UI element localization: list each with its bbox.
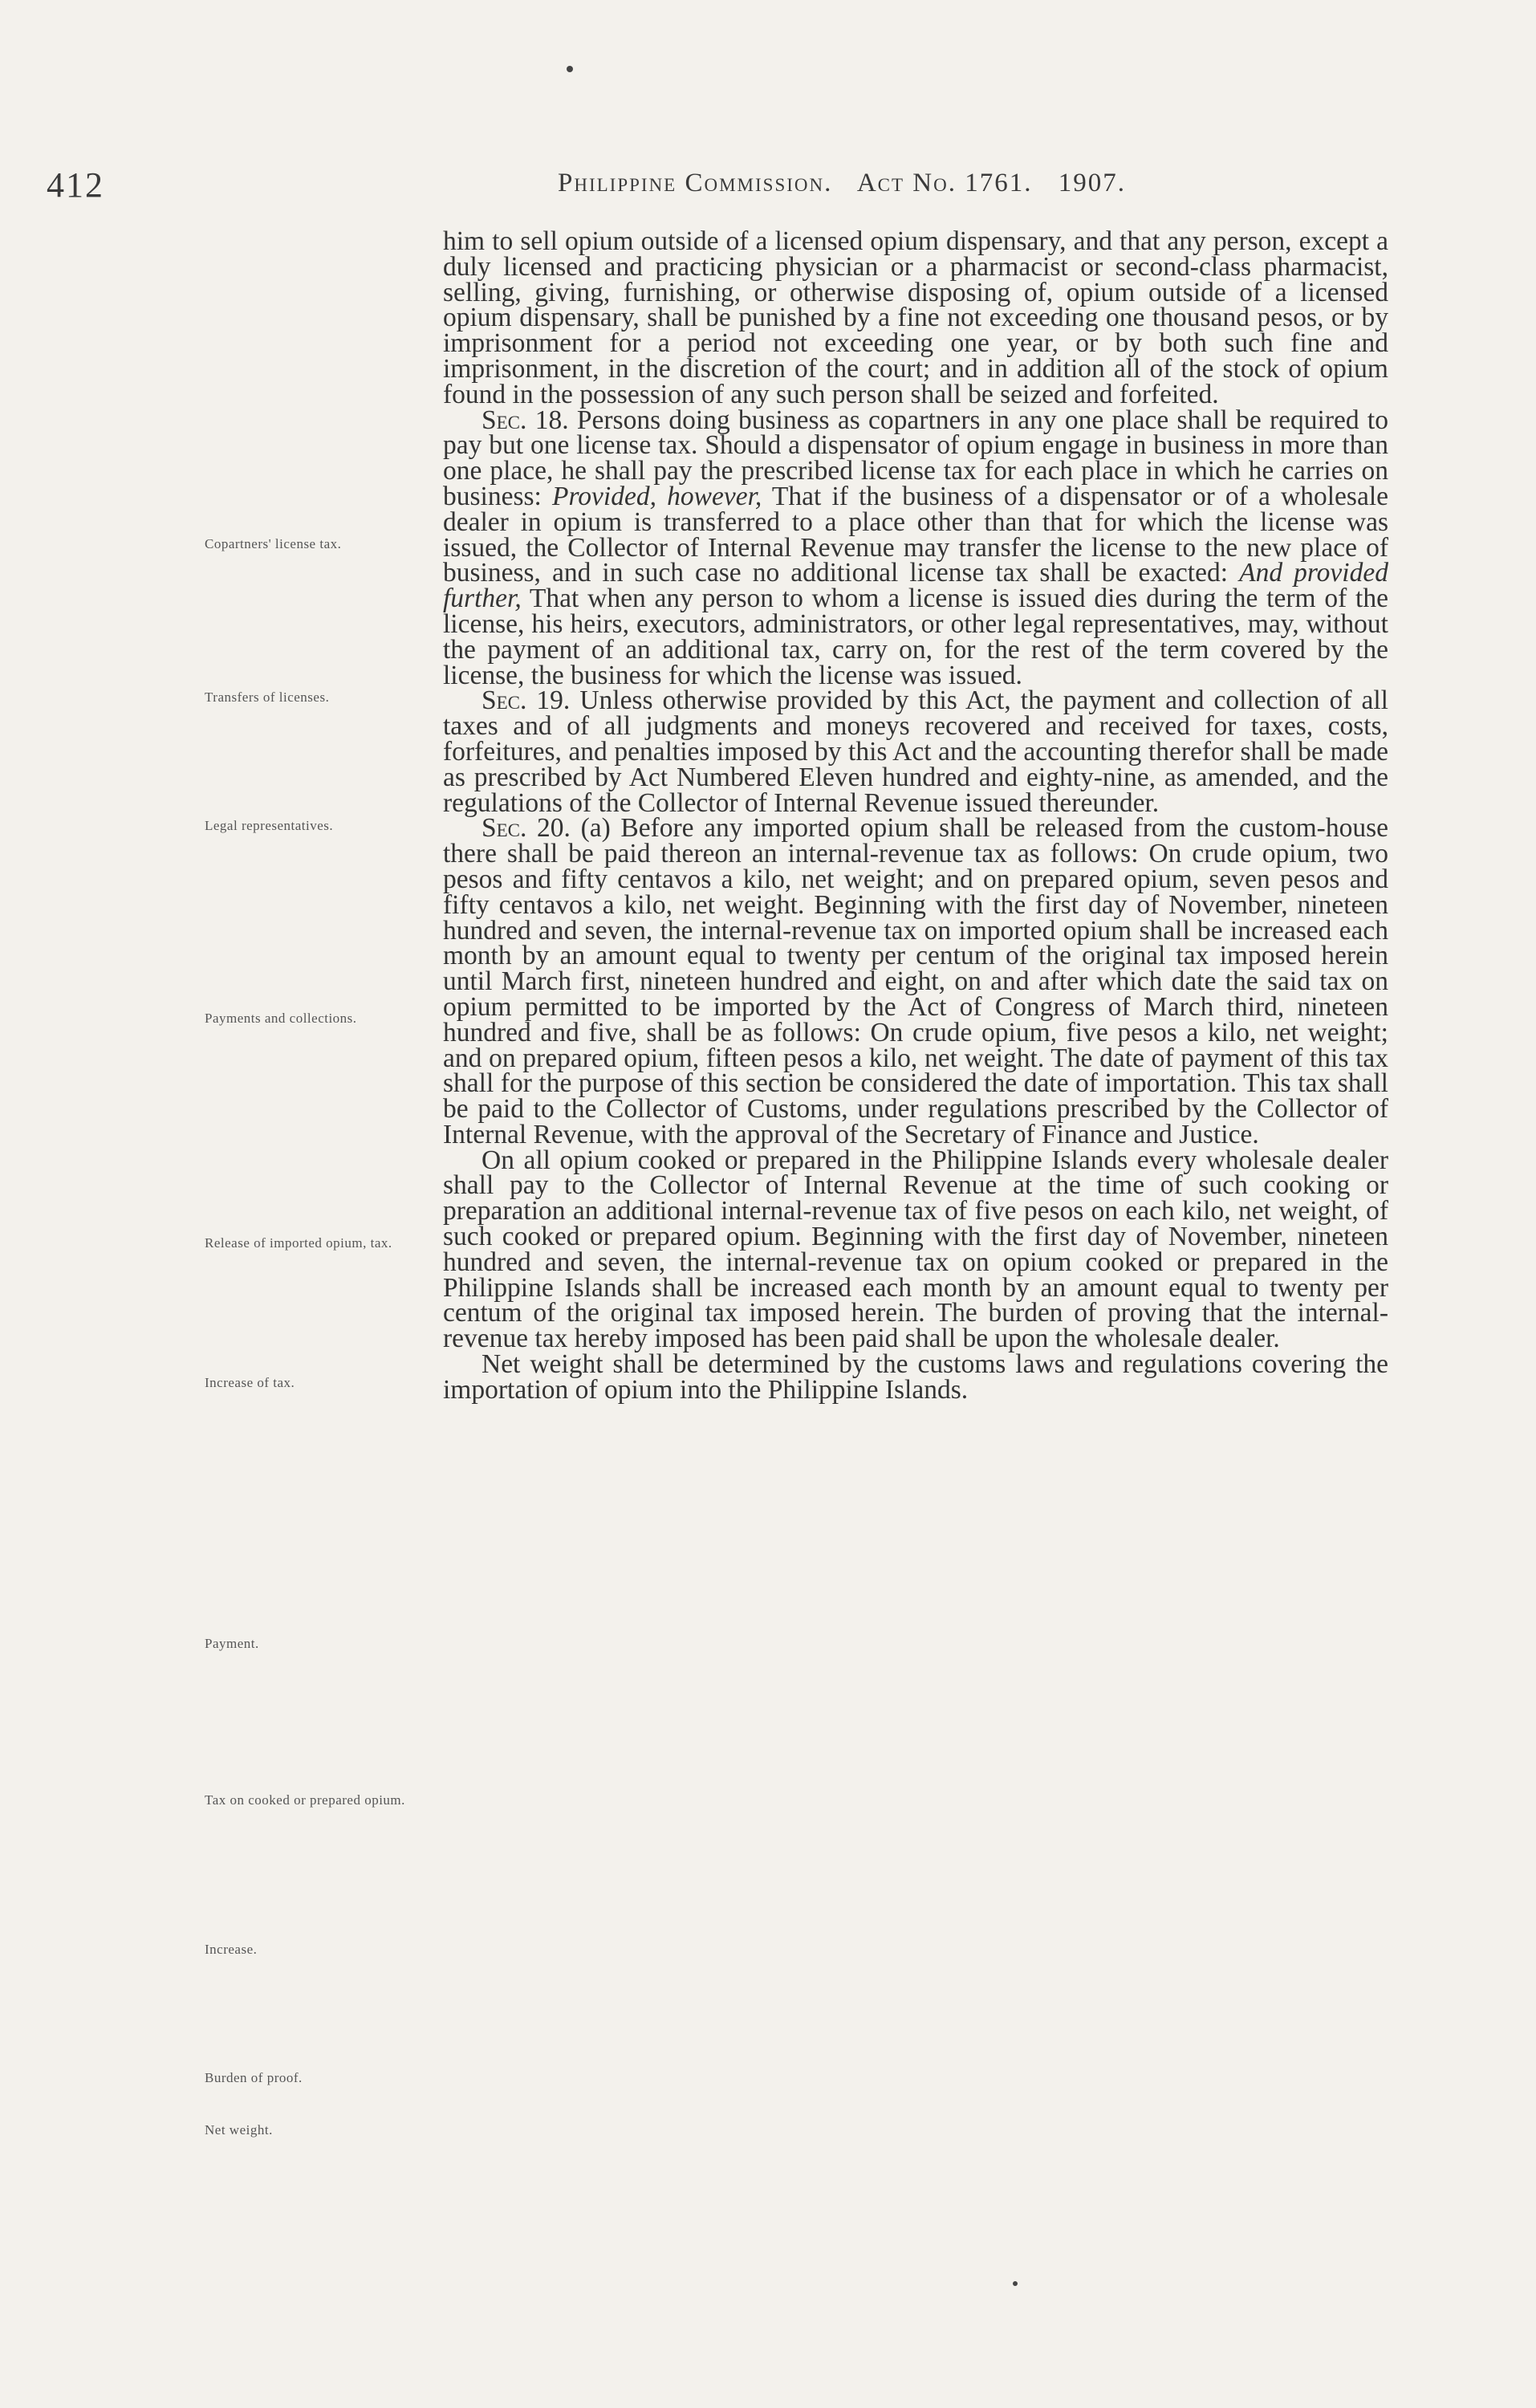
section-20-label: Sec. 20. bbox=[482, 813, 571, 844]
section-19: Sec. 19. Unless otherwise provided by this Act, the payment and collection of all taxes and of all judgments and moneys recovered and received for taxes, costs, forfeitures, and penalties imposed by this Act and the accounting therefor shall be made as prescribed by Act Numbered Eleven hundred and eighty-nine, as amended, and the regulations of the Collector of Internal Revenue issued thereunder. bbox=[443, 685, 1388, 818]
section-18-label: Sec. 18. bbox=[482, 405, 569, 435]
section-19-label: Sec. 19. bbox=[482, 685, 571, 716]
running-head-act: Act No. 1761. bbox=[856, 169, 1033, 197]
section-20: Sec. 20. (a) Before any imported opium shall be released from the custom-house there shall be paid thereon an internal-revenue tax as follows: On crude opium, two pesos and fifty centavos a kilo, net weight; and on prepared opium, seven pesos and fifty centavos a kilo, net weight. Beginning with the first day of November, nineteen hundred and seven, the internal-revenue tax on imported opium shall be increased each month by an amount equal to twenty per centum of the original tax imposed herein until March first, nineteen hundred and eight, on and after which date the said tax on opium permitted to be imported by the Act of Congress of March third, nineteen hundred and five, shall be as follows: On crude opium, five pesos a kilo, net weight; and on prepared opium, fifteen pesos a kilo, net weight. The date of payment of this tax shall for the purpose of this section be considered the date of importation. This tax shall be paid to the Collector of Customs, under regulations prescribed by the Collector of Internal Revenue, with the approval of the Secretary of Finance and Justice. bbox=[443, 813, 1388, 1149]
margin-note-release: Release of imported opium, tax. bbox=[205, 1235, 392, 1251]
margin-note-increase-tax: Increase of tax. bbox=[205, 1375, 295, 1390]
margin-note-increase: Increase. bbox=[205, 1942, 258, 1957]
top-speck bbox=[567, 66, 573, 72]
margin-note-transfers: Transfers of licenses. bbox=[205, 689, 330, 705]
running-head-title: Philippine Commission. bbox=[558, 169, 833, 197]
margin-note-net-weight: Net weight. bbox=[205, 2122, 273, 2138]
margin-note-legal-representatives: Legal representatives. bbox=[205, 818, 334, 833]
margin-note-cooked-opium: Tax on cooked or prepared opium. bbox=[205, 1792, 405, 1808]
margin-note-payment: Payment. bbox=[205, 1636, 259, 1651]
margin-note-burden: Burden of proof. bbox=[205, 2070, 303, 2085]
paragraph-cooked-opium: On all opium cooked or prepared in the Philippine Islands every wholesale dealer shall pay to the Collector of Internal Revenue at the time of such cooking or preparation an additional internal-revenue tax of five pesos on each kilo, net weight, of such cooked or prepared opium. Beginning with the first day of November, nineteen hundred and seven, the internal-revenue tax on opium cooked or prepared in the Philippine Islands shall be increased each month by an amount equal to twenty per centum of the original tax imposed herein. The burden of proving that the internal-revenue tax hereby imposed has been paid shall be upon the wholesale dealer. bbox=[443, 1145, 1388, 1354]
section-18: Sec. 18. Persons doing business as copartners in any one place shall be required to pay but one license tax. Should a dispensator of opium engage in business in more than one place, he shall pay the prescribed license tax for each place in which he carries on business: Provided, however, That if the business of a dispensator or of a wholesale dealer in opium is transferred to a place other than that for which the license was issued, the Collector of Internal Revenue may transfer the license to the new place of business, and in such case no additional license tax shall be exacted: And provided further, That when any person to whom a license is issued dies during the term of the license, his heirs, executors, administrators, or other legal representatives, may, without the payment of an additional tax, carry on, for the rest of the term covered by the license, the business for which the license was issued. bbox=[443, 405, 1388, 690]
body-text bbox=[443, 226, 1388, 1405]
page-number: 412 bbox=[47, 165, 104, 205]
paragraph-net-weight: Net weight shall be determined by the customs laws and regulations covering the importation of opium into the Philippine Islands. bbox=[443, 1349, 1388, 1405]
running-head-year: 1907. bbox=[1058, 169, 1126, 197]
margin-note-copartners: Copartners' license tax. bbox=[205, 536, 342, 551]
bottom-speck bbox=[1013, 2281, 1018, 2286]
margin-note-payments: Payments and collections. bbox=[205, 1011, 357, 1026]
running-head bbox=[558, 169, 1144, 198]
paragraph-continuation: him to sell opium outside of a licensed opium dispensary, and that any person, except a duly licensed and practicing physician or a pharmacist or second-class pharmacist, selling, giving, furnishing, or otherwise disposing of, opium outside of a licensed opium dispensary, shall be punished by a fine not exceeding one thousand pesos, or by imprisonment for a period not exceeding one year, or by both such fine and imprisonment, in the discretion of the court; and in addition all of the stock of opium found in the possession of any such person shall be seized and forfeited. bbox=[443, 226, 1388, 409]
